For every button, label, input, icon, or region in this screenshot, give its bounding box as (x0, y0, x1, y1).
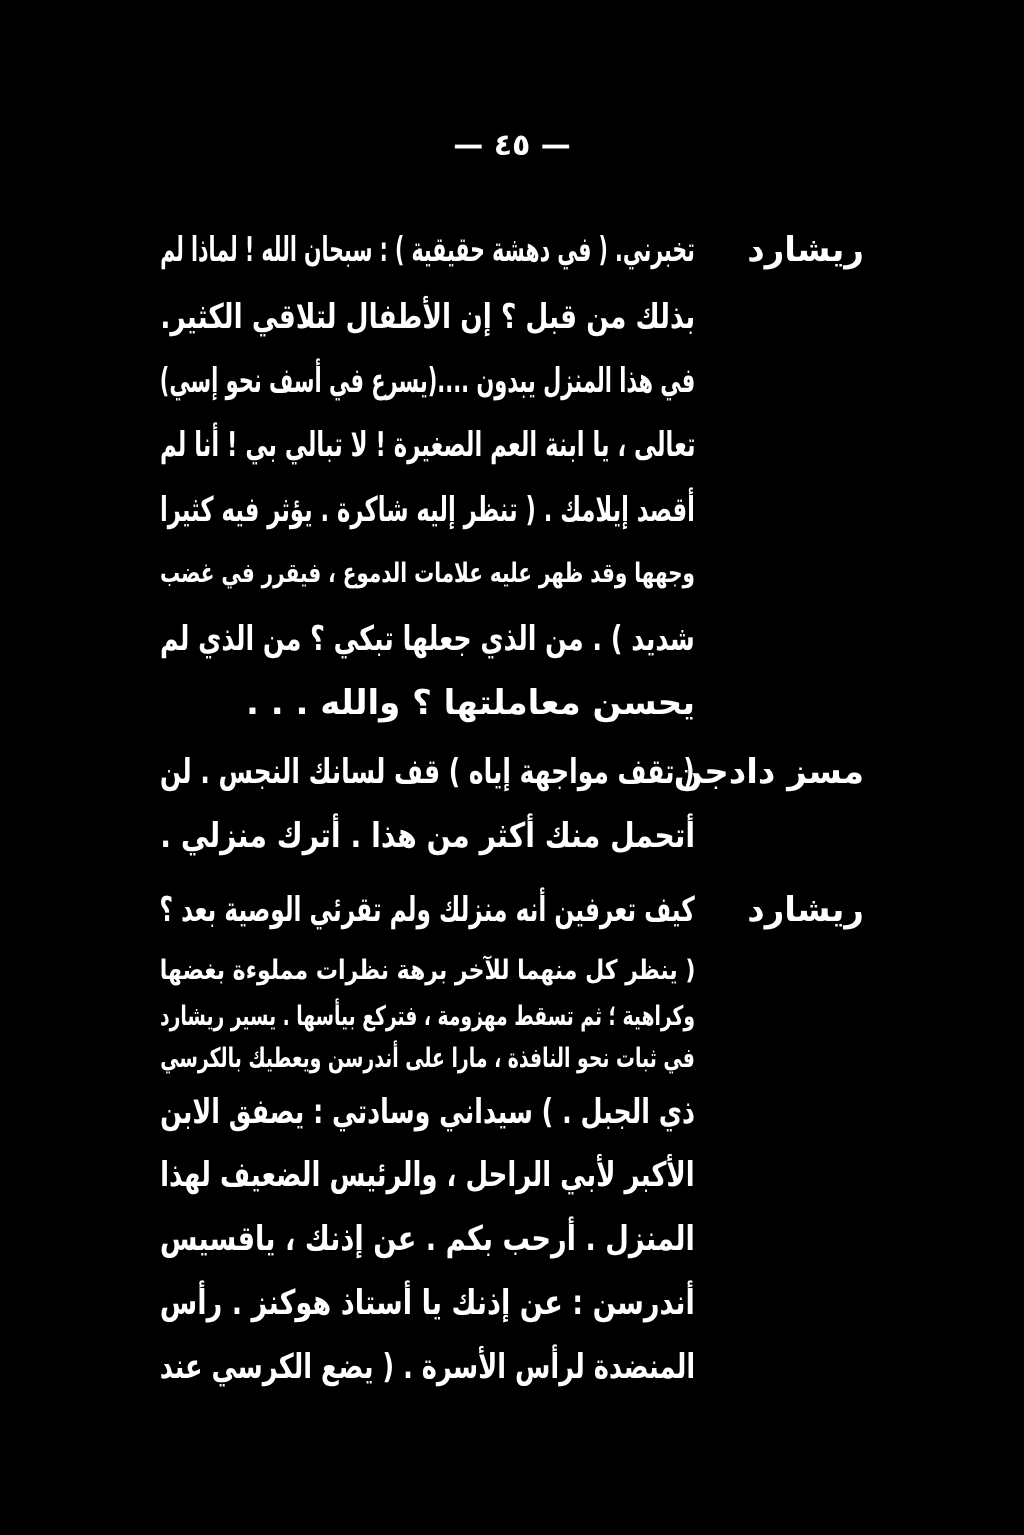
text-line: في هذا المنزل يبدون ....(يسرع في أسف نحو إسي) (159, 361, 695, 401)
text-line: ( ينظر كل منهما للآخر برهة نظرات مملوءة بغضها (159, 955, 695, 986)
text-line: ذي الجبل . ) سيداني وسادتي : يصفق الابن (160, 1092, 695, 1132)
text-line: المنضدة لرأس الأسرة . ( يضع الكرسي عند (159, 1347, 695, 1387)
text-line: وجهها وقد ظهر عليه علامات الدموع ، فيقرر في غضب (160, 558, 695, 589)
text-line: ( تقف مواجهة إياه ) قف لسانك النجس . لن (160, 752, 695, 792)
text-line: الأكبر لأبي الراحل ، والرئيس الضعيف لهذا (160, 1155, 695, 1195)
speaker-name: ريشارد (747, 890, 864, 930)
text-line: شديد ) . من الذي جعلها تبكي ؟ من الذي لم (160, 619, 695, 659)
speaker-name: مسز دادجن (673, 752, 864, 792)
text-line: بذلك من قبل ؟ إن الأطفال لتلاقي الكثير. (160, 297, 695, 337)
text-line: وكراهية ؛ ثم تسقط مهزومة ، فتركع بيأسها . يسير ريشارد (159, 1001, 695, 1032)
text-line: تعالى ، يا ابنة العم الصغيرة ! لا تبالي بي ! أنا لم (159, 425, 695, 465)
text-line: المنزل . أرحب بكم . عن إذنك ، ياقسيس (160, 1219, 695, 1259)
text-line: أقصد إيلامك . ( تنظر إليه شاكرة . يؤثر فيه كثيرا (160, 490, 695, 530)
text-line: أندرسن : عن إذنك يا أستاذ هوكنز . رأس (159, 1283, 695, 1323)
text-line: في ثبات نحو النافذة ، مارا على أندرسن ويعطيك بالكرسي (160, 1043, 695, 1074)
text-line: أتحمل منك أكثر من هذا . أترك منزلي . (160, 816, 695, 856)
page-number: — ٤٥ — (453, 128, 571, 163)
text-line: يحسن معاملتها ؟ والله . . . (245, 683, 695, 723)
text-line: تخبرني. ( في دهشة حقيقية ) : سبحان الله ! لماذا لم (160, 230, 695, 270)
speaker-name: ريشارد (747, 230, 864, 270)
text-line: كيف تعرفين أنه منزلك ولم تقرئي الوصية بعد ؟ (159, 890, 695, 930)
